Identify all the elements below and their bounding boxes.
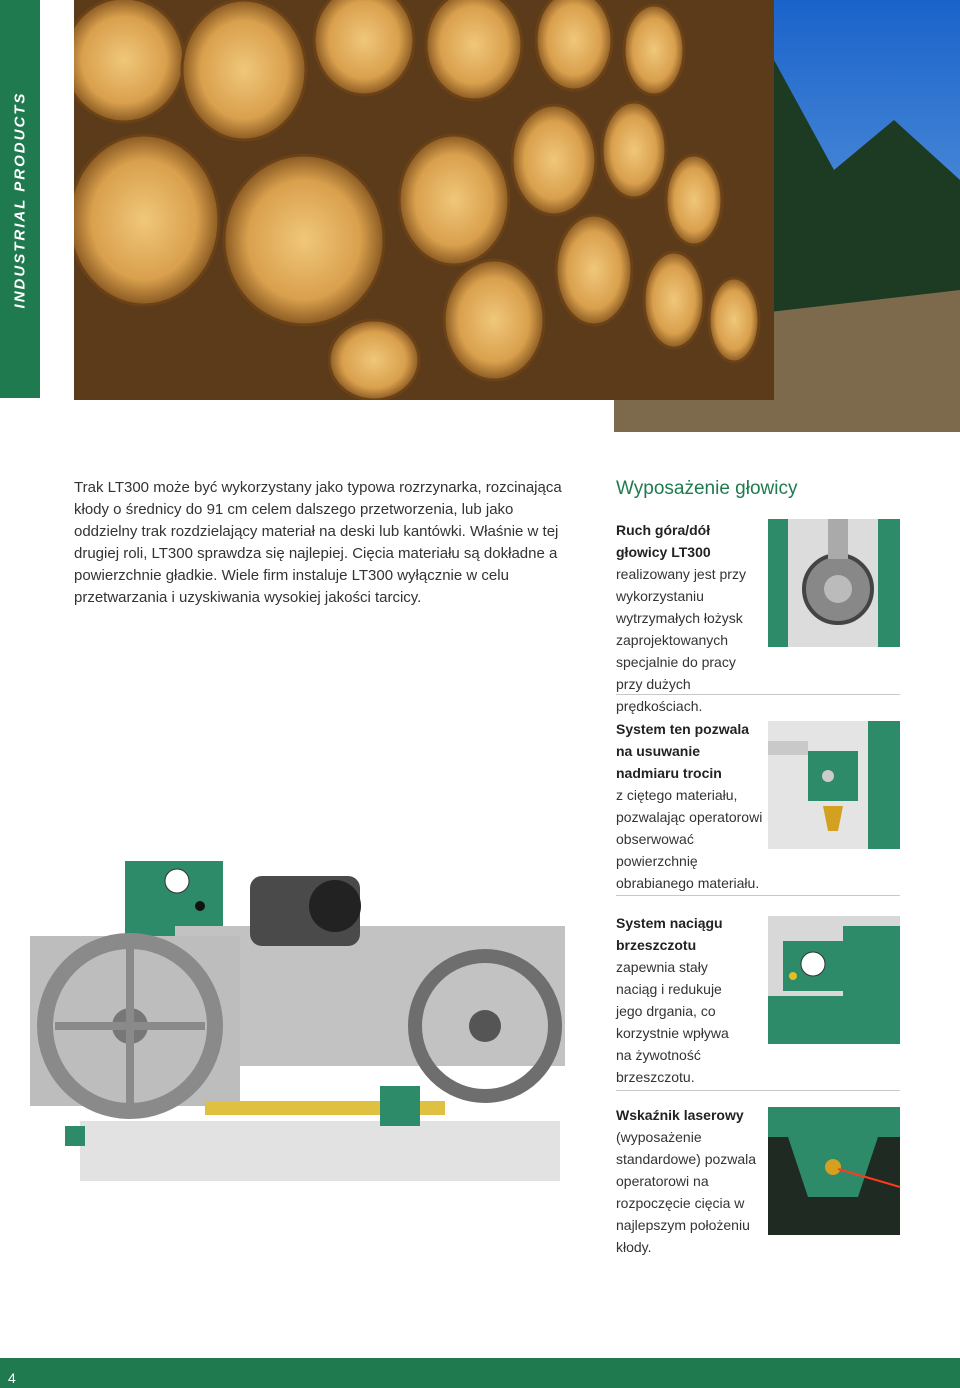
page-number: 4 <box>8 1370 16 1386</box>
divider <box>616 895 900 896</box>
feature-tension <box>616 912 900 1088</box>
footer-bar <box>0 1358 960 1388</box>
feature-body: zapewnia stały naciąg i redukuje jego drgania, co korzystnie wpływa na żywotność brzeszczotu. <box>616 959 729 1085</box>
hero-logs-photo <box>74 0 960 432</box>
feature-body: (wyposażenie standardowe) pozwala operatorowi na rozpoczęcie cięcia w najlepszym położeniu kłody. <box>616 1129 757 1255</box>
feature-laser <box>616 1104 900 1258</box>
side-bar <box>0 0 40 398</box>
feature-heading: System naciągu brzeszczotu <box>616 915 723 953</box>
feature-body: z ciętego materiału, pozwalając operatorowi obserwować powierzchnię obrabianego materiału. <box>616 787 763 891</box>
lt300-sawmill-photo <box>25 856 585 1256</box>
feature-heading: System ten pozwala na usuwanie nadmiaru trocin <box>616 721 750 781</box>
feature-heading: Wskaźnik laserowy <box>616 1107 744 1123</box>
features-title: Wyposażenie głowicy <box>616 478 798 499</box>
intro-paragraph: Trak LT300 może być wykorzystany jako typowa rozrzynarka, rozcinająca kłody o średnicy do 91 cm celem dalszego przetworzenia, lub jako oddzielny trak rozdzielający materiał na deski lub kantówki. Właśnie w tej drugiej roli, LT300 sprawdza się najlepiej. Cięcia materiału są dokładne a powierzchnie gładkie. Wiele firm instaluje LT300 wyłącznie w celu przetwarzania i uzyskiwania wysokiej jakości tarcicy. <box>74 479 562 606</box>
feature-bearings <box>616 519 900 717</box>
feature-body: realizowany jest przy wykorzystaniu wytrzymałych łożysk zaprojektowanych specjalnie do pracy przy dużych prędkościach. <box>616 566 746 714</box>
divider <box>616 1090 900 1091</box>
feature-sawdust <box>616 718 900 894</box>
section-label: INDUSTRIAL PRODUCTS <box>11 91 29 309</box>
feature-heading: Ruch góra/dół głowicy LT300 <box>616 522 711 560</box>
